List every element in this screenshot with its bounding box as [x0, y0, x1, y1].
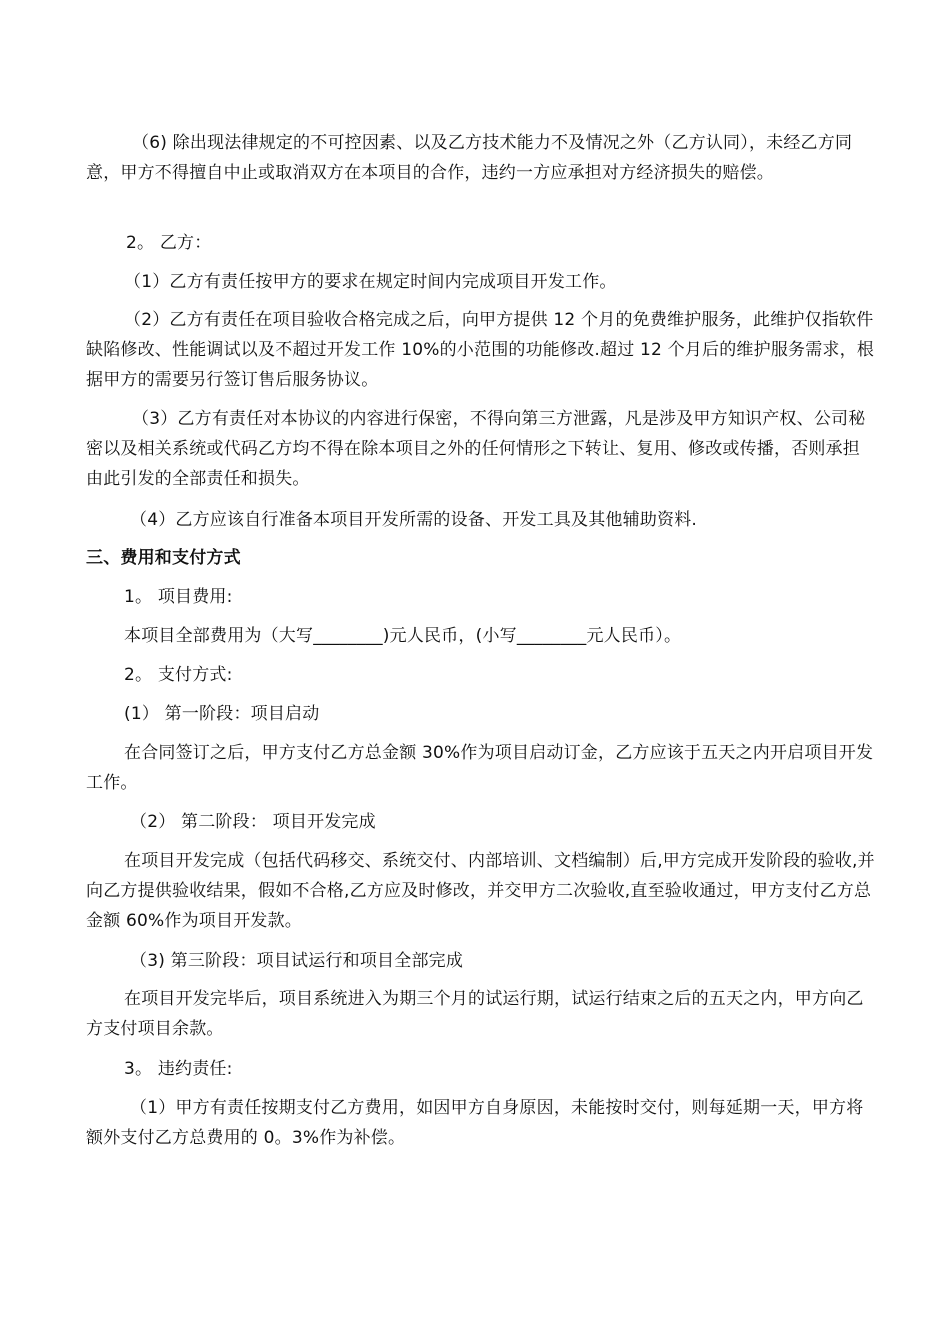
subsection-breach: 3。 违约责任:: [124, 1059, 233, 1079]
stage-two-title: （2） 第二阶段： 项目开发完成: [130, 812, 376, 832]
stage-three-text: 在项目开发完毕后，项目系统进入为期三个月的试运行期，试运行结束之后的五天之内，甲方向乙方支付项目余款。: [86, 989, 864, 1039]
stage-two-text: 在项目开发完成（包括代码移交、系统交付、内部培训、文档编制）后,甲方完成开发阶段的验收,并向乙方提供验收结果，假如不合格,乙方应及时修改，并交甲方二次验收,直至验收通过，甲方支付乙方总金额 60%作为项目开发款。: [86, 851, 875, 931]
subsection-payment-method: 2。 支付方式:: [124, 665, 233, 685]
stage-three-title: （3) 第三阶段：项目试运行和项目全部完成: [130, 951, 464, 971]
section-heading-fees: 三、费用和支付方式: [86, 548, 241, 568]
paragraph-termination-clause: （6) 除出现法律规定的不可控因素、以及乙方技术能力不及情况之外（乙方认同），未经乙方同意，甲方不得擅自中止或取消双方在本项目的合作，违约一方应承担对方经济损失的赔偿。: [86, 133, 853, 183]
paragraph-b2: （2）乙方有责任在项目验收合格完成之后，向甲方提供 12 个月的免费维护服务，此维护仅指软件缺陷修改、性能调试以及不超过开发工作 10%的小范围的功能修改.超过 12 个月后的维护服务需求，根据甲方的需要另行签订售后服务协议。: [86, 310, 875, 390]
subsection-project-fee: 1。 项目费用:: [124, 587, 233, 607]
paragraph-b4: （4）乙方应该自行准备本项目开发所需的设备、开发工具及其他辅助资料.: [130, 510, 698, 530]
paragraph-b3: （3）乙方有责任对本协议的内容进行保密，不得向第三方泄露，凡是涉及甲方知识产权、公司秘密以及相关系统或代码乙方均不得在除本项目之外的任何情形之下转让、复用、修改或传播，否则承担由此引发的全部责任和损失。: [86, 409, 866, 489]
section-party-b: 2。 乙方：: [126, 233, 212, 253]
stage-one-title: (1） 第一阶段：项目启动: [124, 704, 320, 724]
paragraph-breach-1: （1）甲方有责任按期支付乙方费用，如因甲方自身原因，未能按时交付，则每延期一天，甲方将额外支付乙方总费用的 0。3%作为补偿。: [86, 1098, 864, 1148]
stage-one-text: 在合同签订之后，甲方支付乙方总金额 30%作为项目启动订金，乙方应该于五天之内开启项目开发工作。: [86, 743, 874, 793]
paragraph-total-fee: 本项目全部费用为（大写________)元人民币，(小写________元人民币）。: [124, 626, 682, 646]
paragraph-b1: （1）乙方有责任按甲方的要求在规定时间内完成项目开发工作。: [124, 272, 617, 292]
